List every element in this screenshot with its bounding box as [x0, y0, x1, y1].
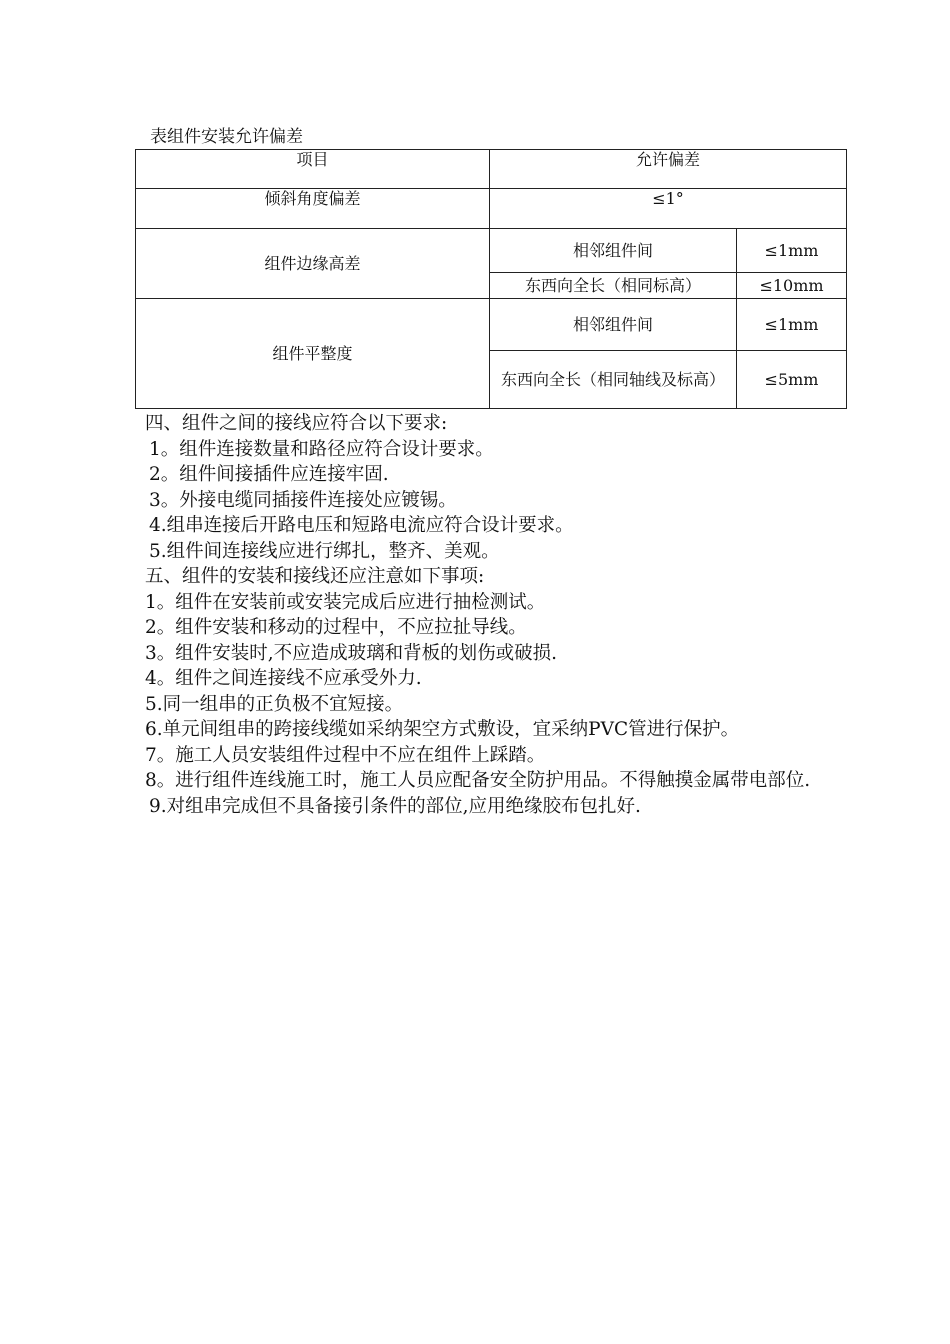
list-item: 7。施工人员安装组件过程中不应在组件上踩踏。: [145, 744, 546, 766]
list-item: 4.组串连接后开路电压和短路电流应符合设计要求。: [149, 515, 574, 536]
list-item: 1。组件连接数量和路径应符合设计要求。: [149, 438, 494, 460]
installation-tolerance-table: [135, 149, 847, 409]
flat-item-cell: 组件平整度: [136, 299, 490, 409]
tilt-value-cell: ≤1°: [490, 189, 847, 229]
header-item-cell: 项目: [136, 150, 490, 189]
table-row: [136, 189, 847, 229]
flat-sub-value-cell: ≤5mm: [737, 351, 847, 409]
list-item: 3。外接电缆同插接件连接处应镀锡。: [149, 489, 457, 511]
table-row: [136, 299, 847, 351]
flat-sub-value-cell: ≤1mm: [737, 299, 847, 351]
table-row: [136, 229, 847, 273]
flat-sub-label-cell: 相邻组件间: [490, 299, 737, 351]
edge-sub-label-cell: 东西向全长（相同标高）: [490, 273, 737, 299]
list-item: 1。组件在安装前或安装完成后应进行抽检测试。: [145, 591, 546, 613]
list-item: 8。进行组件连线施工时，施工人员应配备安全防护用品。不得触摸金属带电部位.: [145, 770, 811, 791]
edge-item-cell: 组件边缘高差: [136, 229, 490, 299]
list-item: 6.单元间组串的跨接线缆如采纳架空方式敷设，宜采纳PVC管进行保护。: [145, 719, 740, 740]
table-caption: 表组件安装允许偏差: [150, 127, 303, 147]
list-item: 5.组件间连接线应进行绑扎，整齐、美观。: [149, 540, 500, 562]
edge-sub-value-cell: ≤10mm: [737, 273, 847, 299]
tilt-item-cell: 倾斜角度偏差: [136, 189, 490, 229]
header-tolerance-cell: 允许偏差: [490, 150, 847, 189]
list-item: 2。组件安装和移动的过程中，不应拉扯导线。: [145, 617, 527, 638]
section-4-heading: 四、组件之间的接线应符合以下要求:: [145, 413, 448, 434]
list-item: 2。组件间接插件应连接牢固.: [149, 464, 389, 485]
list-item: 4。组件之间连接线不应承受外力.: [145, 668, 422, 689]
list-item: 5.同一组串的正负极不宜短接。: [145, 693, 404, 715]
edge-sub-value-cell: ≤1mm: [737, 229, 847, 273]
section-5-heading: 五、组件的安装和接线还应注意如下事项:: [145, 566, 485, 587]
edge-sub-label-cell: 相邻组件间: [490, 229, 737, 273]
list-item: 9.对组串完成但不具备接引条件的部位,应用绝缘胶布包扎好.: [149, 795, 641, 817]
flat-sub-label-cell: 东西向全长（相同轴线及标高）: [490, 351, 737, 409]
body-text: [145, 411, 825, 819]
list-item: 3。组件安装时,不应造成玻璃和背板的划伤或破损.: [145, 642, 558, 664]
table-header-row: [136, 150, 847, 189]
